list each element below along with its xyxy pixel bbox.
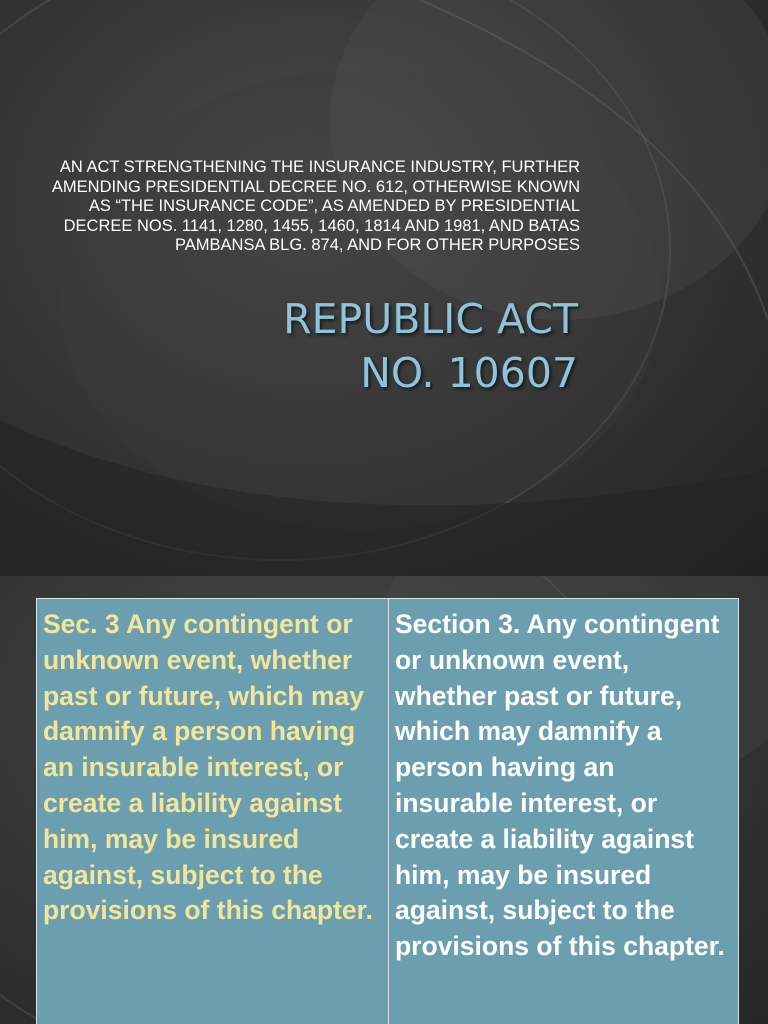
- original-provision-cell: Sec. 3 Any contingent or unknown event, whether past or future, which may damnify a person having an insurable interest, or create a liability against him, may be insured against, subject to the provisions of this chapter.: [37, 599, 389, 1024]
- act-title-line-1: REPUBLIC ACT: [283, 295, 578, 343]
- act-title-line-2: NO. 10607: [360, 349, 578, 397]
- act-subtitle: AN ACT STRENGTHENING THE INSURANCE INDUSTRY, FURTHER AMENDING PRESIDENTIAL DECREE NO. 612, OTHERWISE KNOWN AS “THE INSURANCE CODE”, AS AMENDED BY PRESIDENTIAL DECREE NOS. 1141, 1280, 1455, 1460, 1814 AND 1981, AND BATAS PAMBANSA BLG. 874, AND FOR OTHER PURPOSES: [51, 158, 580, 255]
- comparison-table: [36, 598, 739, 1024]
- act-title: [283, 292, 578, 400]
- amended-provision-cell: Section 3. Any contingent or unknown event, whether past or future, which may damnify a person having an insurable interest, or create a liability against him, may be insured against, subject to the provisions of this chapter.: [395, 609, 725, 962]
- comparison-slide: [0, 576, 768, 1024]
